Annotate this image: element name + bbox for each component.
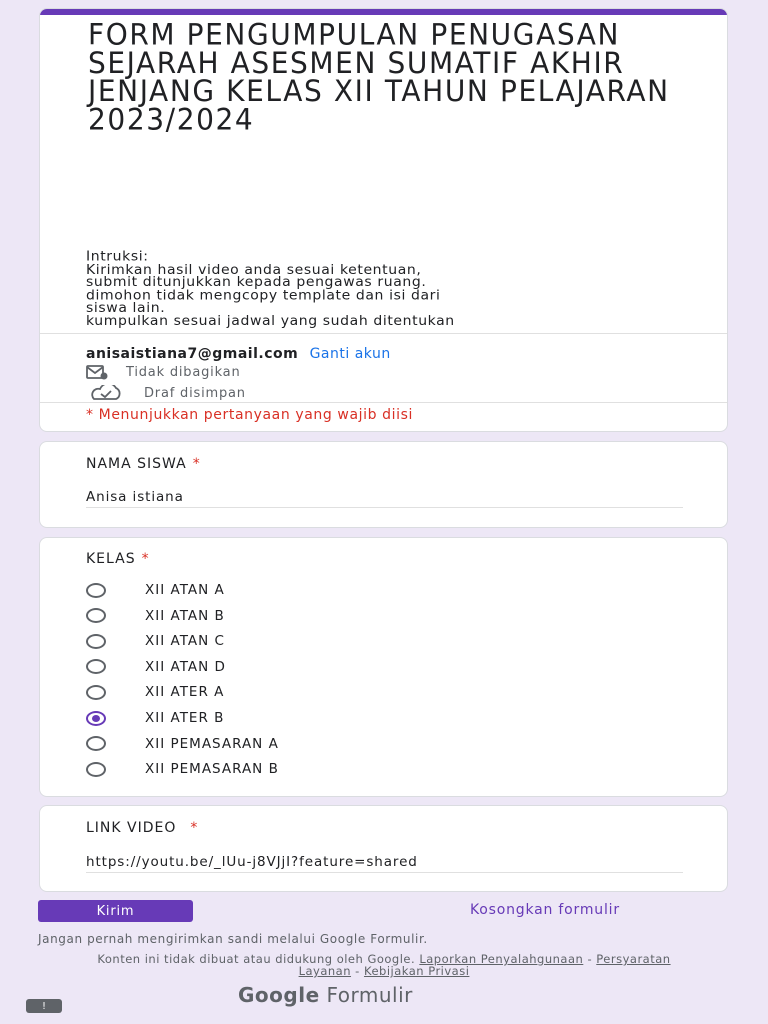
link-input-underline — [86, 872, 683, 873]
question-card-link — [39, 805, 728, 892]
draft-saved-label: Draf disimpan — [144, 385, 246, 401]
submit-button[interactable]: Kirim — [38, 900, 193, 922]
radio-unchecked-icon[interactable] — [86, 736, 106, 751]
class-option[interactable] — [86, 579, 225, 601]
disclaimer-text: Konten ini tidak dibuat atau didukung oleh Google. — [97, 952, 416, 966]
class-option[interactable] — [86, 605, 225, 627]
required-asterisk: * — [190, 820, 199, 836]
switch-account-link[interactable]: Ganti akun — [309, 346, 391, 362]
class-option-label: XII ATAN B — [145, 607, 225, 624]
class-option-label: XII ATAN A — [145, 582, 225, 598]
clear-form-button[interactable]: Kosongkan formulir — [470, 902, 620, 918]
form-instructions: Intruksi: Kirimkan hasil video anda sesuai ketentuan, submit ditunjukkan kepada pengawas ruang. dimohon tidak mengcopy template dan isi dari siswa lain. kumpulkan sesuai jadwal yang sudah ditentukan — [86, 249, 455, 329]
footer-separator: - — [351, 964, 364, 978]
radio-unchecked-icon[interactable] — [86, 608, 106, 623]
radio-unchecked-icon[interactable] — [86, 659, 106, 674]
question-card-name — [39, 441, 728, 528]
footer-disclaimer — [84, 953, 684, 977]
question-card-class — [39, 537, 728, 797]
privacy-link[interactable]: Kebijakan Privasi — [363, 964, 470, 978]
brand-forms: Formulir — [326, 983, 413, 1007]
report-abuse-link[interactable]: Laporkan Penyalahgunaan — [419, 952, 584, 966]
mail-shared-icon — [86, 364, 108, 380]
link-input[interactable]: https://youtu.be/_lUu-j8VJjI?feature=shared — [86, 854, 418, 870]
header-divider — [40, 333, 727, 334]
class-option[interactable] — [86, 630, 225, 652]
radio-unchecked-icon[interactable] — [86, 634, 106, 649]
header-accent-band — [40, 9, 727, 15]
brand-google: Google — [238, 983, 320, 1007]
question-title-class — [86, 551, 150, 567]
required-note: * Menunjukkan pertanyaan yang wajib diisi — [86, 407, 414, 423]
form-header-card — [39, 8, 728, 432]
class-option[interactable] — [86, 656, 226, 678]
class-option[interactable] — [86, 707, 224, 729]
not-shared-row — [86, 364, 240, 380]
header-divider-2 — [40, 402, 727, 403]
password-warning: Jangan pernah mengirimkan sandi melalui Google Formulir. — [38, 932, 428, 946]
not-shared-label: Tidak dibagikan — [126, 364, 241, 380]
class-option-label: XII ATER A — [145, 684, 225, 701]
account-email: anisaistiana7@gmail.com — [86, 346, 299, 362]
class-option-label: XII PEMASARAN B — [145, 761, 279, 778]
google-forms-logo[interactable] — [238, 983, 413, 1007]
question-label: NAMA SISWA — [86, 456, 187, 472]
class-option[interactable] — [86, 681, 224, 703]
name-input[interactable]: Anisa istiana — [86, 489, 184, 505]
required-asterisk: * — [141, 551, 150, 567]
account-row — [86, 346, 391, 362]
class-option-label: XII PEMASARAN A — [145, 735, 279, 752]
question-title-link — [86, 820, 198, 836]
feedback-icon[interactable]: ! — [26, 999, 62, 1013]
cloud-done-icon — [86, 385, 126, 401]
radio-unchecked-icon[interactable] — [86, 685, 106, 700]
draft-saved-row — [86, 385, 246, 401]
class-option[interactable] — [86, 758, 279, 780]
question-label: KELAS — [86, 551, 136, 567]
required-asterisk: * — [192, 456, 201, 472]
radio-unchecked-icon[interactable] — [86, 762, 106, 777]
class-option-label: XII ATAN C — [145, 633, 225, 650]
terms-link[interactable]: Persyaratan Layanan — [298, 952, 671, 978]
radio-unchecked-icon[interactable] — [86, 583, 106, 598]
radio-checked-icon[interactable] — [86, 711, 106, 726]
footer-separator: - — [583, 952, 597, 966]
form-title: FORM PENGUMPULAN PENUGASAN SEJARAH ASESMEN SUMATIF AKHIR JENJANG KELAS XII TAHUN PELAJARAN 2023/2024 — [88, 17, 670, 137]
question-title-name — [86, 456, 201, 472]
class-option-label: XII ATER B — [145, 710, 225, 726]
question-label: LINK VIDEO — [86, 820, 177, 836]
name-input-underline — [86, 507, 683, 508]
class-option[interactable] — [86, 733, 279, 755]
class-option-label: XII ATAN D — [145, 658, 226, 675]
